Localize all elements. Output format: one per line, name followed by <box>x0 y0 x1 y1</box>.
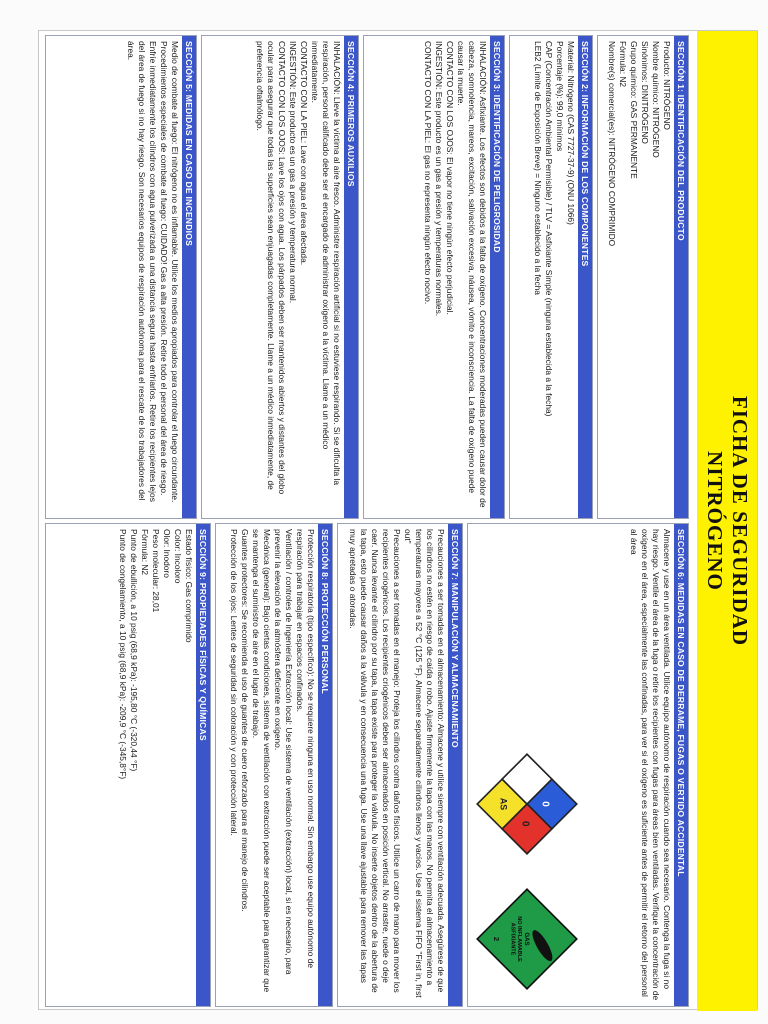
s8-line: Mecánica (general): Bajo ciertas condiciones, sistema de ventilación con extracción puede ser aceptable para garantizar que se mantenga el suministro de aire en el lugar de trabajo. <box>251 529 272 993</box>
s2-line: CAP (Concentración Ambiental Permisible) / TLV = Asfixiante Simple (ninguna establecida a la fecha) <box>544 41 554 417</box>
s4-line: INHALACIÓN: Lleve la víctima al aire fresco. Administre respiración artificial si no estuviese respirando. Si se dificulta la respiración, personal calificado debe ser el encargado de administrar oxígeno a la víctima. Llame a un médico inmediatamente. <box>310 41 342 486</box>
document-title: FICHA DE SEGURIDAD <box>728 395 752 647</box>
non-flammable-gas-placard-icon <box>472 884 582 994</box>
placard-line-1: GAS <box>522 932 529 946</box>
s4-line: CONTACTO CON LA PIEL: Lave con agua el área afectada. <box>299 41 309 266</box>
section-8-heading: SECCIÓN 8: PROTECCIÓN PERSONAL <box>318 524 332 1006</box>
placard-line-3: ASFIXIANTE <box>509 922 516 956</box>
s9-line: Estado físico: Gas comprimido <box>184 529 194 643</box>
section-6-heading: SECCIÓN 6: MEDIDAS EN CASO DE DERRAME, FUGAS O VERTIDO ACCIDENTAL <box>674 524 688 1006</box>
section-7-heading: SECCIÓN 7: MANIPULACIÓN Y ALMACENAMIENTO <box>448 524 462 1006</box>
section-2 <box>509 35 593 519</box>
s1-line: Grupo químico: GAS PERMANENTE <box>629 41 639 179</box>
s9-line: Color: Incoloro <box>173 529 183 584</box>
s1-line: Fórmula: N2 <box>618 41 628 88</box>
section-9-heading: SECCIÓN 9: PROPIEDADES FÍSICAS Y QUÍMICAS <box>196 524 210 1006</box>
s9-line: Peso molecular: 28,01 <box>151 529 161 613</box>
s4-line: INGESTIÓN: Este producto es un gas a presión y temperatura normal. <box>288 41 298 304</box>
s1-line: Producto: NITRÓGENO <box>662 41 672 130</box>
s9-line: Punto de congelamiento, a 10 psig (68,9 kPa): -209,9 °C (-345,8°F) <box>118 529 128 780</box>
section-7 <box>337 523 463 1007</box>
s8-line: Protección de los ojos: Lentes de seguridad sin coloración y con protección lateral. <box>229 529 239 836</box>
nfpa-health: 3 <box>519 781 531 787</box>
s9-line: Olor: Inodoro <box>162 529 172 578</box>
section-4-heading: SECCIÓN 4: PRIMEROS AUXILIOS <box>344 36 358 518</box>
s2-line: LEB2 (Límite de Exposición Breve) = Ninguno establecido a la fecha <box>533 41 543 295</box>
section-8 <box>215 523 333 1007</box>
nfpa-special: AS <box>498 797 509 811</box>
s7-line: Precauciones a ser tomadas en el manejo: Proteja los cilindros contra daños físicos. Utilice un carro de mano para mover los recipientes criogénicos. Los recipientes criogénicos deben ser almacenados en posición vertical. No arrastre, ruede o deje caer. Nunca levante el cilindro por su tapa, la tapa existe para proteger la válvula. No inserte objetos dentro de la abertura de la tapa, esto puede causar daños a la válvula y en consecuencia una fuga. Use una llave ajustable para remover las tapas muy apretadas o atoradas. <box>348 529 402 993</box>
section-6 <box>467 523 689 1007</box>
placard-class: 2 <box>492 936 501 942</box>
nfpa-diamond-icon <box>472 749 582 859</box>
s8-line: Protección respiratoria (tipo específico): No se requiere ninguna en uso normal. Sin embargo use equipo autónomo de respiración para trabajar en espacios confinados. <box>295 529 316 969</box>
section-9 <box>45 523 211 1007</box>
section-3 <box>363 35 505 519</box>
s9-line: Fórmula: N2 <box>140 529 150 576</box>
title-band <box>697 31 757 1011</box>
section-5-heading: SECCIÓN 5: MEDIDAS EN CASO DE INCENDIOS <box>182 36 196 518</box>
section-2-heading: SECCIÓN 2: INFORMACIÓN DE LOS COMPONENTES <box>578 36 592 518</box>
s2-line: Porcentaje (%): 99,0 mínimos <box>555 41 565 152</box>
section-3-heading: SECCIÓN 3: IDENTIFICACIÓN DE PELIGROSIDAD <box>490 36 504 518</box>
s1-line: Nombre(s) comercial(es): NITRÓGENO COMPRIMIDO <box>607 41 617 247</box>
nfpa-fire: 0 <box>539 801 551 807</box>
nfpa-reactivity: 0 <box>519 821 531 827</box>
s7-line: Precauciones a ser tomadas en el almacenamiento: Almacene y utilice siempre con ventilación adecuada. Asegúrese de que los cilindros no estén en riesgo de caída o robo. Ajuste firmemente la tapa con las manos. No permita el almacenamiento a temperaturas mayores a 52 °C (125 °F). Almacene separadamente cilindros llenos y vacíos. Use el sistema FIFO "First in, first out" <box>403 529 446 998</box>
s4-line: CONTACTO CON LOS OJOS: Lave los ojos con agua. Los párpados deben ser mantenidos abiertos y distantes del globo ocular para asegurar que todas las superficies sean enjuagadas completamente. Llame a un médico inmediatamente, de preferencia oftalmólogo. <box>255 41 287 495</box>
s5-line: Medio de combate al fuego: El nitrógeno no es inflamable. Utilice los medios apropiados para controlar el fuego circundante. <box>170 41 180 503</box>
s3-line: INGESTIÓN: Este producto es un gas a presión y temperaturas normales. <box>434 41 444 317</box>
s3-line: CONTACTO CON LA PIEL: El gas no representa ningún efecto nocivo. <box>423 41 433 305</box>
s9-line: Punto de ebullición, a 10 psig (68,9 kPa): -195,80 °C (-320,44 °F) <box>129 529 139 772</box>
safety-data-sheet <box>38 30 758 1010</box>
s6-line: Almacene y use en un área ventilada. Utilice equipo autónomo de respiración cuando sea necesario. Contenga la fuga si no hay riesgo. Ventile el área de la fuga o retire los recipientes con fugas para áreas bien ventiladas. Verifique la concentración de oxígeno en el área, especialmente las confinadas, para ver si el oxígeno es suficiente antes de permitir el retorno del personal al área <box>629 529 672 1001</box>
placard-line-2: NO INFLAMABLE <box>516 916 523 962</box>
section-5 <box>45 35 197 519</box>
s8-line: Guantes protectores: Se recomienda el uso de guantes de cuero reforzado para el manejo de cilindros. <box>240 529 250 912</box>
s2-line: Material: Nitrógeno (CAS 7727-37-9) (ONU 1066) <box>566 41 576 225</box>
s1-line: Sinónimos: DINITRÓGENO <box>640 41 650 144</box>
section-1 <box>597 35 689 519</box>
s3-line: INHALACIÓN: Asfixiante. Los efectos son debidos a la falta de oxígeno. Concentraciones moderadas pueden causar dolor de cabeza, somnolencia, mareos, excitación, salivación excesiva, náusea, vómito e inconsciencia. La falta de oxígeno puede causar la muerte. <box>456 41 488 508</box>
s8-line: Ventilación / controles de Ingeniería Extracción local: Use sistema de ventilación (extracción) local, si es necesario, para prevenir la elevación de la atmósfera deficiente en oxígeno. <box>273 529 294 975</box>
document-subtitle: NITRÓGENO <box>703 451 727 591</box>
s5-line: Procedimientos especiales de combate al fuego: CUIDADO! Gas a alta presión. Retire todo el personal del área de riesgo. Enfríe inmediatamente los cilindros con agua pulverizada a una distancia segura hasta enfriarlos. Retire los recipientes lejos del área de fuego si no hay riesgo. Son necesarios equipos de respiración autónoma para el rescate de los trabajadores del área. <box>126 41 169 502</box>
section-1-heading: SECCIÓN 1: IDENTIFICACIÓN DEL PRODUCTO <box>674 36 688 518</box>
section-4 <box>201 35 359 519</box>
s1-line: Nombre químico: NITRÓGENO <box>651 41 661 158</box>
s3-line: CONTACTO CON LOS OJOS: El vapor no tiene ningún efecto perjudicial. <box>445 41 455 315</box>
